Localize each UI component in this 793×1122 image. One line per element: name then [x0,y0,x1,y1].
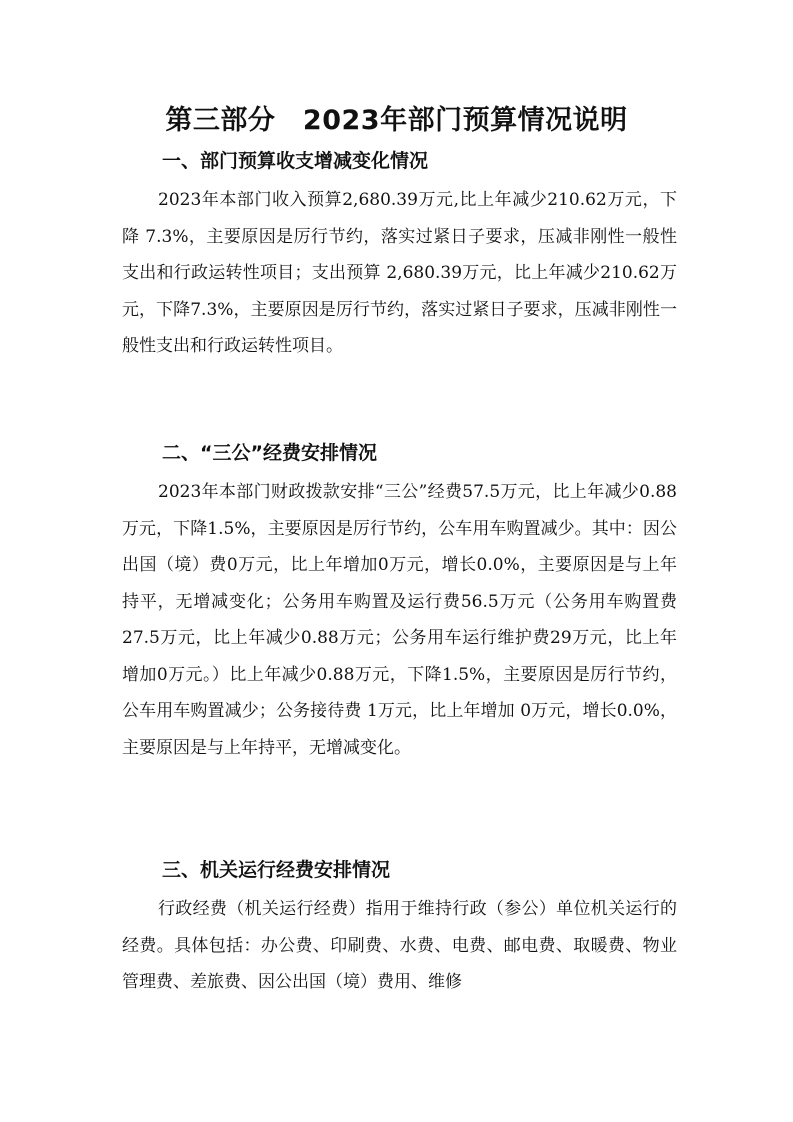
page-title: 第三部分 2023年部门预算情况说明 [165,105,628,136]
section-heading-3: 三、机关运行经费安排情况 [162,859,391,881]
section-paragraph-3: 行政经费（机关运行经费）指用于维持行政（参公）单位机关运行的经费。具体包括：办公费、印刷费、水费、电费、邮电费、取暖费、物业管理费、差旅费、因公出国（境）费用、维修 [122,899,677,992]
section-heading-2: 二、“三公”经费安排情况 [162,442,377,464]
section-paragraph-1: 2023年本部门收入预算2,680.39万元,比上年减少210.62万元，下降 7.3%，主要原因是厉行节约，落实过紧日子要求，压减非刚性一般性支出和行政运转性项目；支出预算 2,680.39万元，比上年减少210.62万元，下降7.3%，主要原因是厉行节约，落实过紧日子要求，压减非刚性一般性支出和行政运转性项目。 [122,190,677,356]
section-paragraph-2: 2023年本部门财政拨款安排“三公”经费57.5万元，比上年减少0.88万元，下降1.5%，主要原因是厉行节约，公车用车购置减少。其中：因公出国（境）费0万元，比上年增加0万元，增长0.0%，主要原因是与上年持平，无增减变化；公务用车购置及运行费56.5万元（公务用车购置费27.5万元，比上年减少0.88万元；公务用车运行维护费29万元，比上年增加0万元。）比上年减少0.88万元，下降1.5%，主要原因是厉行节约，公车用车购置减少；公务接待费 1万元，比上年增加 0万元，增长0.0%，主要原因是与上年持平，无增减变化。 [122,482,677,758]
section-heading-1: 一、部门预算收支增减变化情况 [162,150,429,172]
